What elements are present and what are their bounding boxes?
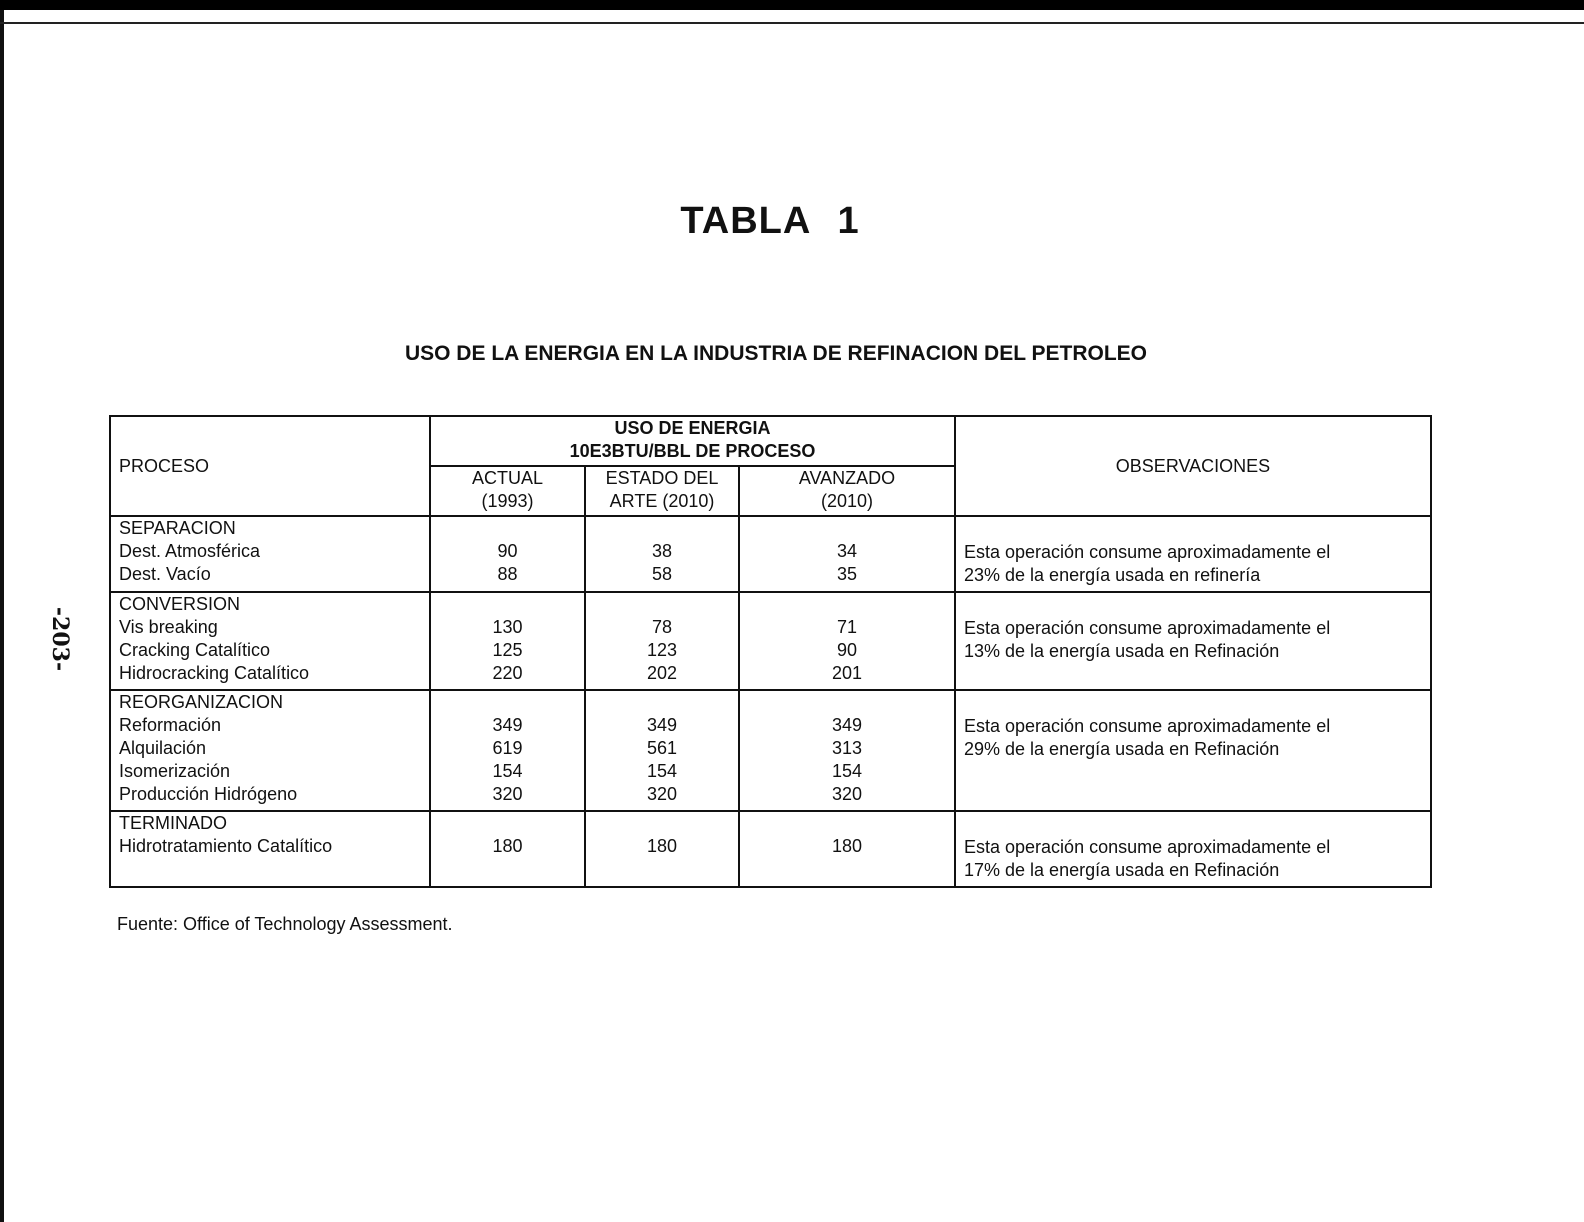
cell-estado [585, 592, 739, 690]
group-name: TERMINADO [119, 813, 227, 833]
cell-proceso [110, 592, 430, 690]
value-estado: 154 [646, 761, 678, 781]
cell-proceso [110, 811, 430, 887]
header-uso-energia-line2: 10E3BTU/BBL DE PROCESO [569, 441, 816, 461]
cell-avanzado [739, 592, 955, 690]
cell-observaciones [955, 516, 1431, 592]
value-estado: 320 [646, 784, 678, 804]
scan-left-edge [0, 0, 4, 1222]
process-name: Hidrocracking Catalítico [119, 663, 310, 683]
group-spacer [431, 812, 584, 835]
value-actual: 90 [497, 541, 518, 561]
document-title: TABLA 1 [680, 200, 860, 242]
group-spacer [586, 593, 738, 616]
value-estado: 202 [646, 663, 678, 683]
value-avanzado: 180 [831, 836, 863, 856]
cell-proceso [110, 690, 430, 811]
cell-avanzado [739, 811, 955, 887]
observation-line: 17% de la energía usada en Refinación [964, 860, 1280, 880]
cell-actual [430, 516, 585, 592]
page-number: -203- [47, 606, 74, 672]
group-spacer [740, 691, 954, 714]
observation-line: Esta operación consume aproximadamente el [964, 837, 1331, 857]
header-avanzado-line2: (2010) [820, 491, 874, 511]
group-spacer [586, 517, 738, 540]
process-name: Hidrotratamiento Catalítico [119, 836, 333, 856]
observation-line: Esta operación consume aproximadamente el [964, 618, 1331, 638]
value-actual: 220 [492, 663, 523, 683]
value-estado: 349 [646, 715, 678, 735]
observation-line: Esta operación consume aproximadamente el [964, 716, 1331, 736]
observation-line: Esta operación consume aproximadamente el [964, 542, 1331, 562]
group-spacer [586, 812, 738, 835]
group-spacer [431, 691, 584, 714]
group-name: SEPARACION [119, 518, 236, 538]
group-name: REORGANIZACION [119, 692, 284, 712]
document-subtitle: USO DE LA ENERGIA EN LA INDUSTRIA DE REFINACION DEL PETROLEO [404, 342, 1148, 365]
table-group-row [110, 516, 1431, 592]
cell-estado [585, 690, 739, 811]
header-uso-energia-line1: USO DE ENERGIA [614, 418, 771, 438]
value-avanzado: 90 [836, 640, 858, 660]
cell-avanzado [739, 690, 955, 811]
group-spacer [740, 593, 954, 616]
value-actual: 88 [497, 564, 518, 584]
value-estado: 123 [646, 640, 678, 660]
group-name: CONVERSION [119, 594, 241, 614]
header-actual-line1: ACTUAL [471, 468, 543, 488]
value-estado: 561 [646, 738, 678, 758]
process-name: Alquilación [119, 738, 207, 758]
header-actual [430, 466, 585, 516]
scan-top-edge [0, 0, 1584, 10]
header-proceso: PROCESO [110, 416, 430, 516]
value-avanzado: 320 [831, 784, 863, 804]
process-name: Producción Hidrógeno [119, 784, 298, 804]
process-name: Reformación [119, 715, 222, 735]
cell-actual [430, 690, 585, 811]
cell-observaciones [955, 690, 1431, 811]
cell-observaciones [955, 811, 1431, 887]
header-rule [0, 22, 1584, 24]
value-estado: 78 [651, 617, 673, 637]
cell-actual [430, 592, 585, 690]
cell-estado [585, 516, 739, 592]
process-name: Dest. Atmosférica [119, 541, 261, 561]
header-estado-del-arte [585, 466, 739, 516]
process-name: Dest. Vacío [119, 564, 211, 584]
table-body [110, 516, 1431, 887]
value-actual: 154 [492, 761, 523, 781]
table-group-row [110, 811, 1431, 887]
value-avanzado: 71 [836, 617, 858, 637]
value-avanzado: 349 [831, 715, 863, 735]
value-actual: 130 [492, 617, 523, 637]
value-estado: 38 [651, 541, 673, 561]
value-actual: 180 [492, 836, 523, 856]
value-estado: 58 [651, 564, 673, 584]
process-name: Cracking Catalítico [119, 640, 271, 660]
value-avanzado: 201 [831, 663, 863, 683]
source-note: Fuente: Office of Technology Assessment. [117, 914, 453, 934]
cell-observaciones [955, 592, 1431, 690]
value-avanzado: 154 [831, 761, 863, 781]
header-uso-energia [430, 416, 955, 466]
header-avanzado-line1: AVANZADO [798, 468, 896, 488]
value-estado: 180 [646, 836, 678, 856]
table-group-row [110, 690, 1431, 811]
header-estado-line1: ESTADO DEL [605, 468, 719, 488]
process-name: Isomerización [119, 761, 231, 781]
group-spacer [740, 517, 954, 540]
observation-line: 13% de la energía usada en Refinación [964, 641, 1280, 661]
observation-line: 29% de la energía usada en Refinación [964, 739, 1280, 759]
observation-line: 23% de la energía usada en refinería [964, 565, 1261, 585]
group-spacer [740, 812, 954, 835]
group-spacer [431, 593, 584, 616]
cell-proceso [110, 516, 430, 592]
value-avanzado: 35 [836, 564, 858, 584]
process-name: Vis breaking [119, 617, 218, 637]
header-observaciones: OBSERVACIONES [955, 416, 1431, 516]
value-actual: 619 [492, 738, 523, 758]
group-spacer [586, 691, 738, 714]
cell-avanzado [739, 516, 955, 592]
table-group-row [110, 592, 1431, 690]
cell-actual [430, 811, 585, 887]
value-avanzado: 313 [831, 738, 863, 758]
header-estado-line2: ARTE (2010) [609, 491, 715, 511]
group-spacer [431, 517, 584, 540]
value-actual: 349 [492, 715, 523, 735]
header-actual-line2: (1993) [481, 491, 534, 511]
value-avanzado: 34 [836, 541, 858, 561]
header-avanzado [739, 466, 955, 516]
value-actual: 320 [492, 784, 523, 804]
value-actual: 125 [492, 640, 523, 660]
cell-estado [585, 811, 739, 887]
energy-table [109, 415, 1432, 888]
